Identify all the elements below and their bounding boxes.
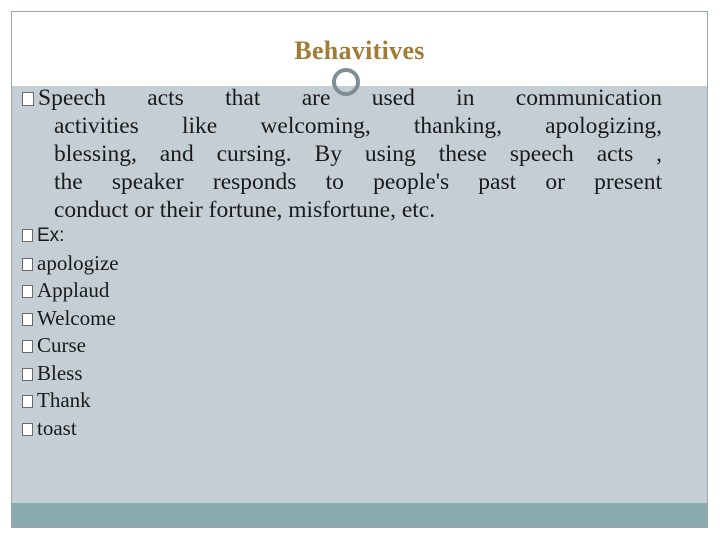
square-bullet-icon	[22, 285, 33, 298]
square-bullet-icon	[22, 340, 33, 353]
list-item	[22, 277, 119, 305]
bottom-accent-bar	[12, 503, 707, 527]
list-item-text: Welcome	[37, 305, 116, 330]
paragraph-line-text: Speech acts that are used in communication	[38, 85, 662, 111]
list-item	[22, 250, 119, 278]
list-item-text: Thank	[37, 388, 91, 412]
square-bullet-icon	[22, 258, 33, 271]
list-item	[22, 222, 119, 250]
paragraph-line	[22, 84, 662, 112]
list-item	[22, 387, 119, 415]
paragraph-line: blessing, and cursing. By using these speech acts ,	[54, 141, 662, 167]
list-item-text: Applaud	[37, 278, 110, 302]
paragraph-line: conduct or their fortune, misfortune, etc.	[54, 197, 436, 223]
list-item-text: toast	[37, 415, 77, 440]
example-list	[22, 222, 119, 442]
list-item-text: Ex:	[37, 225, 65, 246]
square-bullet-icon	[22, 92, 34, 106]
body-paragraph	[22, 84, 662, 224]
title-band	[12, 12, 707, 86]
list-item-text: Curse	[37, 333, 86, 357]
square-bullet-icon	[22, 368, 33, 381]
square-bullet-icon	[22, 423, 33, 436]
list-item	[22, 415, 119, 443]
list-item	[22, 360, 119, 388]
square-bullet-icon	[22, 395, 33, 408]
square-bullet-icon	[22, 313, 33, 326]
list-item-text: apologize	[37, 250, 119, 275]
list-item	[22, 305, 119, 333]
list-item	[22, 332, 119, 360]
square-bullet-icon	[22, 229, 33, 242]
list-item-text: Bless	[37, 360, 83, 385]
paragraph-line: activities like welcoming, thanking, apologizing,	[54, 113, 662, 139]
slide-title: Behavitives	[294, 36, 425, 65]
paragraph-line: the speaker responds to people's past or present	[54, 169, 662, 195]
